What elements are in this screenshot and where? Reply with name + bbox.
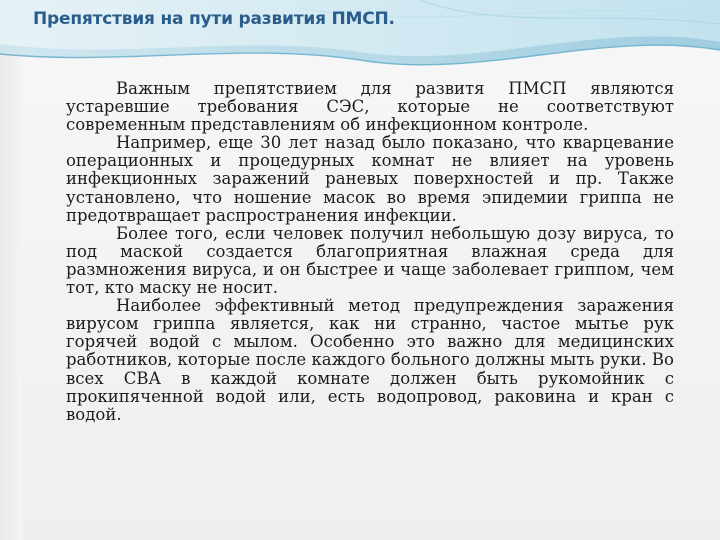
paragraph-4: Наиболее эффективный метод предупреждения заражения вирусом гриппа является, как ни странно, частое мытье рук горячей водой с мылом. Особенно это важно для медицинских работников, которые после каждого больного должны мыть руки. Во всех СВА в каждой комнате должен быть рукомойник с прокипяченной водой или, есть водопровод, раковина и кран с водой. [66,296,674,424]
slide-title: Препятствия на пути развития ПМСП. [33,9,395,29]
paragraph-3: Более того, если человек получил небольшую дозу вируса, то под маской создается благоприятная влажная среда для размножения вируса, и он быстрее и чаще заболевает гриппом, чем тот, кто маску не носит. [66,223,674,298]
paragraph-1: Важным препятствием для развитя ПМСП являются устаревшие требования СЭС, которые не соответствуют современным представлениям об инфекционном контроле. [66,79,674,135]
slide-body [66,80,674,424]
paragraph-2: Например, еще 30 лет назад было показано, что кварцевание операционных и процедурных комнат не влияет на уровень инфекционных заражений раневых поверхностей и пр. Также установлено, что ношение масок во время эпидемии гриппа не предотвращает распространения инфекции. [66,133,674,225]
